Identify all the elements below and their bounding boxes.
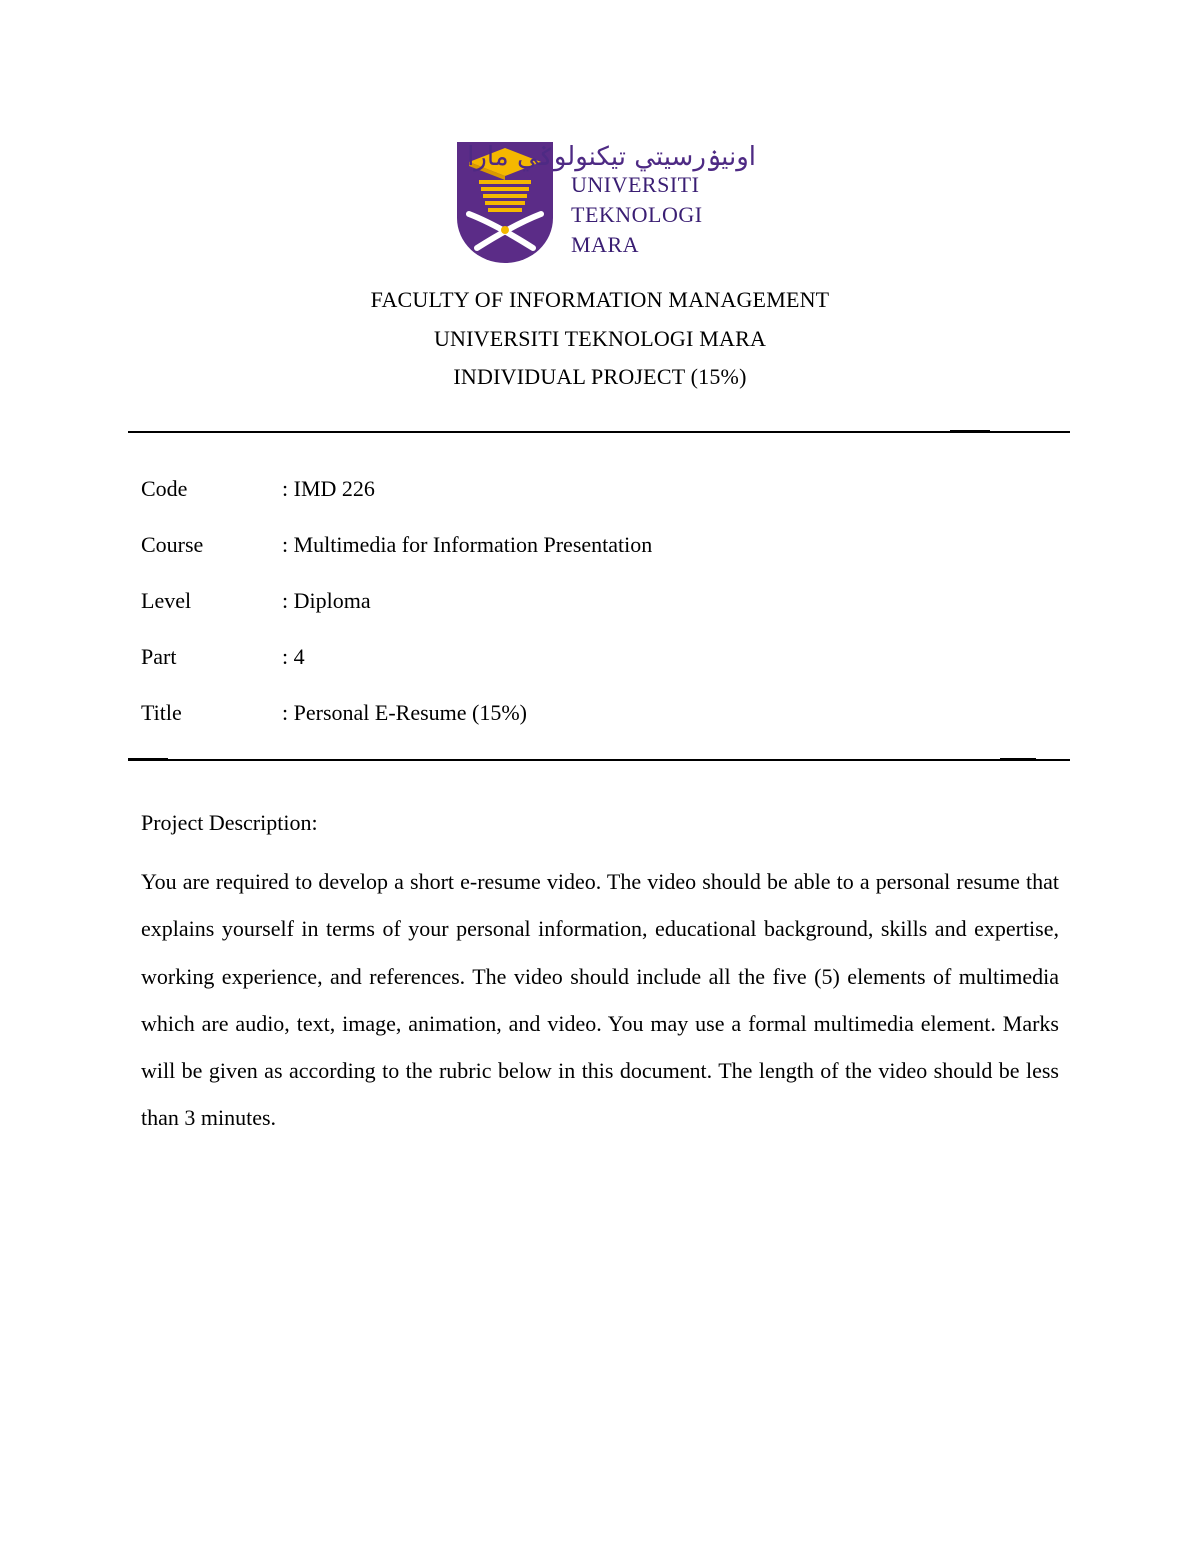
- bottom-divider: [128, 759, 1070, 761]
- description-heading: Project Description:: [141, 810, 318, 835]
- info-label: Level: [141, 588, 192, 613]
- info-value: : 4: [282, 644, 305, 669]
- university-heading: UNIVERSITI TEKNOLOGI MARA: [433, 326, 767, 351]
- info-label: Part: [141, 644, 177, 669]
- logo-jawi-text: اونيۏرسيتي تيكنولوݢي مارا: [467, 142, 756, 172]
- info-value: : Personal E-Resume (15%): [282, 700, 527, 725]
- faculty-heading: FACULTY OF INFORMATION MANAGEMENT: [370, 287, 830, 312]
- info-value: : Multimedia for Information Presentation: [282, 532, 653, 557]
- info-label: Title: [141, 700, 182, 725]
- uitm-logo: [455, 140, 755, 265]
- top-divider: [128, 431, 1070, 433]
- info-label: Code: [141, 476, 188, 501]
- logo-wordmark-line-2: TEKNOLOGI: [571, 202, 703, 227]
- info-value: : IMD 226: [282, 476, 375, 501]
- logo-wordmark-line-3: MARA: [571, 232, 640, 257]
- info-value: : Diploma: [282, 588, 371, 613]
- project-heading: INDIVIDUAL PROJECT (15%): [453, 364, 747, 389]
- info-label: Course: [141, 532, 204, 557]
- logo-wordmark-line-1: UNIVERSITI: [571, 172, 700, 197]
- logo-wordmark: [571, 170, 703, 260]
- description-body: You are required to develop a short e-resume video. The video should be able to a personal resume that explains yourself in terms of your personal information, educational background, skills and expertise, working experience, and references. The video should include all the five (5) elements of multimedia which are audio, text, image, animation, and video. You may use a formal multimedia element. Marks will be given as according to the rubric below in this document. The length of the video should be less than 3 minutes.: [141, 869, 1059, 1131]
